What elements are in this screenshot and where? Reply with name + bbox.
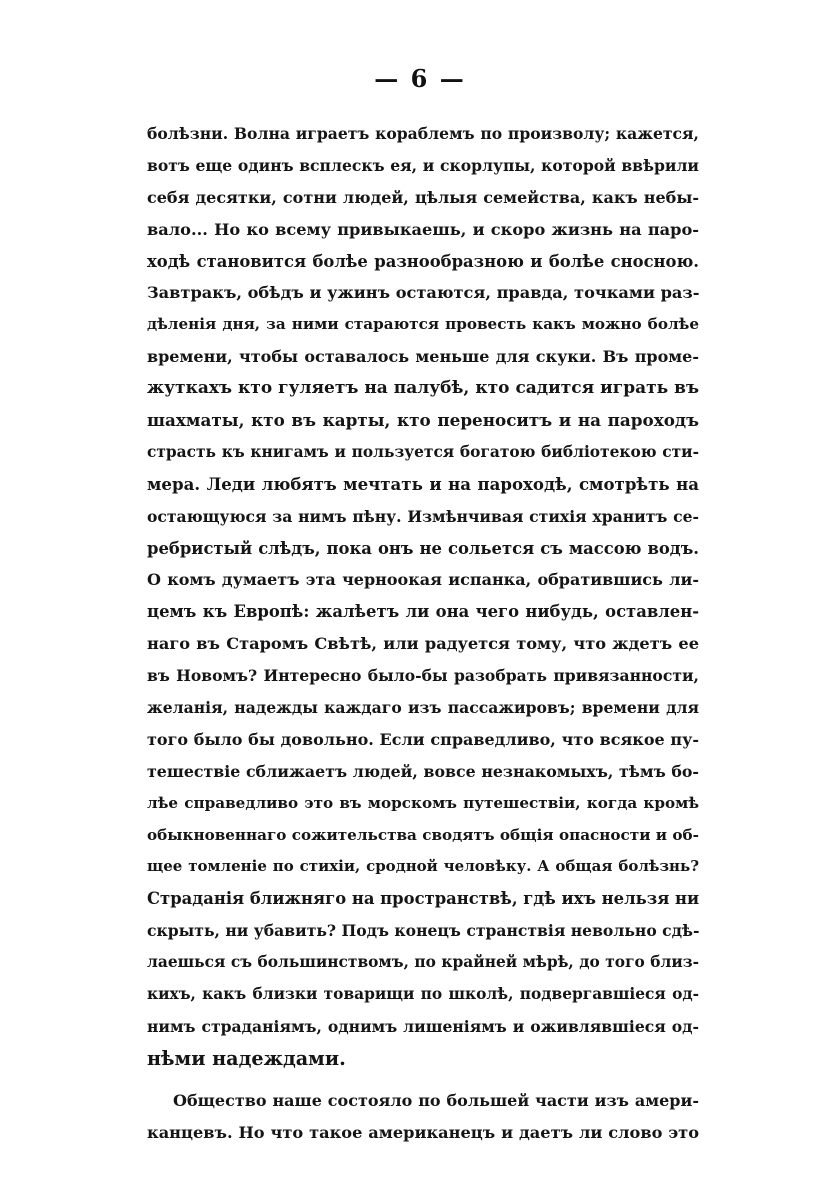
text-line: шахматы, кто въ карты, кто переноситъ и на пароходъ (147, 410, 699, 431)
text-line: кихъ, какъ близки товарищи по школѣ, подвергавшіеся од- (147, 985, 699, 1004)
text-line: времени, чтобы оставалось меньше для скуки. Въ проме- (147, 347, 699, 367)
text-line: болѣзни. Волна играетъ кораблемъ по произволу; кажется, (147, 124, 699, 143)
paragraph (147, 118, 699, 1075)
text-line: обыкновеннаго сожительства сводятъ общія опасности и об- (147, 825, 699, 844)
text-line: нѣми надеждами. (147, 1046, 346, 1070)
text-line: дѣленія дня, за ними стараются провесть какъ можно болѣе (147, 315, 699, 334)
text-line: цемъ къ Европѣ: жалѣетъ ли она чего нибудь, оставлен- (147, 602, 699, 622)
text-line: О комъ думаетъ эта черноокая испанка, обратившись ли- (147, 570, 699, 590)
text-line: жуткахъ кто гуляетъ на палубѣ, кто садится играть въ (147, 378, 699, 399)
text-line: вотъ еще одинъ всплескъ ея, и скорлупы, которой ввѣрили (147, 155, 699, 175)
text-line: ходѣ становится болѣе разнообразною и болѣе сносною. (147, 251, 699, 271)
text-line: лѣе справедливо это въ морскомъ путешествіи, когда кромѣ (147, 793, 699, 812)
text-line: остающуюся за нимъ пѣну. Измѣнчивая стихія хранитъ се- (147, 506, 699, 526)
text-line: того было бы довольно. Если справедливо, что всякое пу- (147, 729, 699, 749)
text-line: наго въ Старомъ Свѣтѣ, или радуется тому, что ждетъ ее (147, 634, 699, 654)
text-line: Общество наше состояло по большей части изъ амери- (173, 1090, 699, 1110)
text-line: тешествіе сближаетъ людей, вовсе незнакомыхъ, тѣмъ бо- (147, 761, 699, 781)
text-line: мера. Леди любятъ мечтать и на пароходѣ, смотрѣть на (147, 473, 699, 494)
page-number: — 6 — (374, 64, 466, 93)
text-line: канцевъ. Но что такое американецъ и даетъ ли слово это (147, 1122, 699, 1142)
body-text (147, 118, 699, 1149)
text-line: щее томленіе по стихіи, сродной человѣку. А общая болѣзнь? (147, 857, 699, 876)
text-line: скрыть, ни убавить? Подъ конецъ странствія невольно сдѣ- (147, 921, 700, 941)
text-line: себя десятки, сотни людей, цѣлыя семейства, какъ небы- (147, 187, 699, 207)
text-line: страсть къ книгамъ и пользуется богатою библіотекою сти- (147, 442, 699, 461)
text-line: въ Новомъ? Интересно было-бы разобрать привязанности, (147, 666, 699, 686)
text-line: вало... Но ко всему привыкаешь, и скоро жизнь на паро- (147, 219, 699, 239)
text-line: лаешься съ большинствомъ, по крайней мѣрѣ, до того близ- (147, 953, 699, 972)
paragraph (147, 1085, 699, 1149)
text-line: ребристый слѣдъ, пока онъ не сольется съ массою водъ. (147, 538, 699, 558)
text-line: Завтракъ, обѣдъ и ужинъ остаются, правда, точками раз- (147, 283, 700, 303)
text-line: желанія, надежды каждаго изъ пассажировъ; времени для (147, 698, 699, 718)
text-line: Страданія ближняго на пространствѣ, гдѣ ихъ нельзя ни (147, 889, 700, 909)
paragraph-spacer (147, 1075, 699, 1085)
text-line: нимъ страданіямъ, однимъ лишеніямъ и оживлявшіеся од- (147, 1016, 699, 1036)
